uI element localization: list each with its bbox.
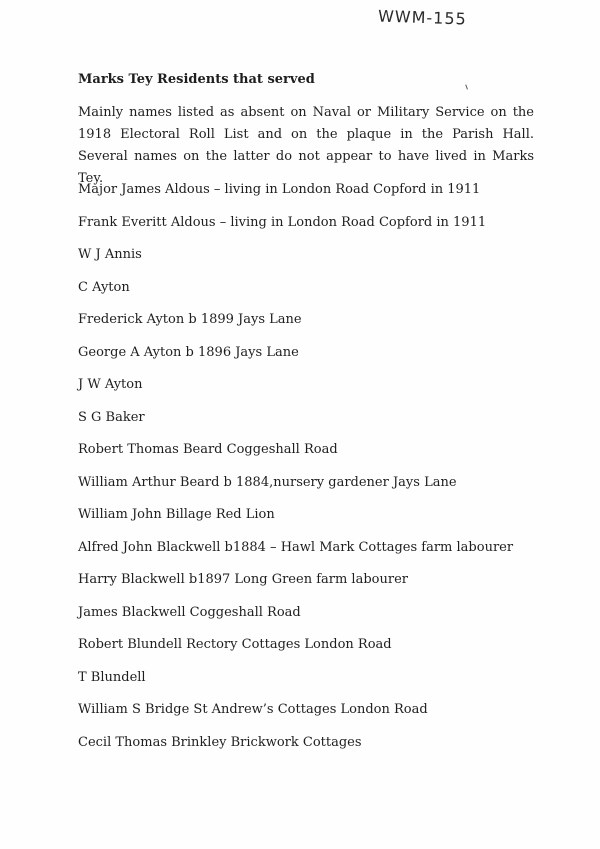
list-item: S G Baker xyxy=(78,409,145,425)
list-item: W J Annis xyxy=(78,247,142,262)
list-item: Cecil Thomas Brinkley Brickwork Cottages xyxy=(78,734,362,750)
list-item: George A Ayton b 1896 Jays Lane xyxy=(78,344,299,360)
list-item: William S Bridge St Andrew’s Cottages London Road xyxy=(78,702,428,717)
document-title: Marks Tey Residents that served xyxy=(78,72,315,87)
list-item: C Ayton xyxy=(78,279,130,295)
list-item: Robert Blundell Rectory Cottages London Road xyxy=(78,637,392,652)
intro-paragraph: Mainly names listed as absent on Naval or Military Service on the 1918 Electoral Roll List and on the plaque in the Parish Hall. Several names on the latter do not appear to have lived in Marks Tey. xyxy=(78,105,534,186)
list-item: Frederick Ayton b 1899 Jays Lane xyxy=(78,312,302,327)
list-item: Major James Aldous – living in London Road Copford in 1911 xyxy=(78,182,481,197)
residents-list xyxy=(78,181,513,766)
handwritten-reference-note: WWM-155 xyxy=(377,6,468,29)
list-item: T Blundell xyxy=(78,669,146,685)
list-item: William John Billage Red Lion xyxy=(78,507,275,522)
list-item: Alfred John Blackwell b1884 – Hawl Mark Cottages farm labourer xyxy=(78,539,514,555)
list-item: James Blackwell Coggeshall Road xyxy=(78,604,301,620)
list-item: Robert Thomas Beard Coggeshall Road xyxy=(78,442,338,457)
list-item: William Arthur Beard b 1884,nursery gardener Jays Lane xyxy=(78,474,457,490)
list-item: J W Ayton xyxy=(78,377,143,392)
list-item: Frank Everitt Aldous – living in London Road Copford in 1911 xyxy=(78,214,487,230)
stray-pen-mark xyxy=(465,83,470,89)
list-item: Harry Blackwell b1897 Long Green farm labourer xyxy=(78,572,408,587)
